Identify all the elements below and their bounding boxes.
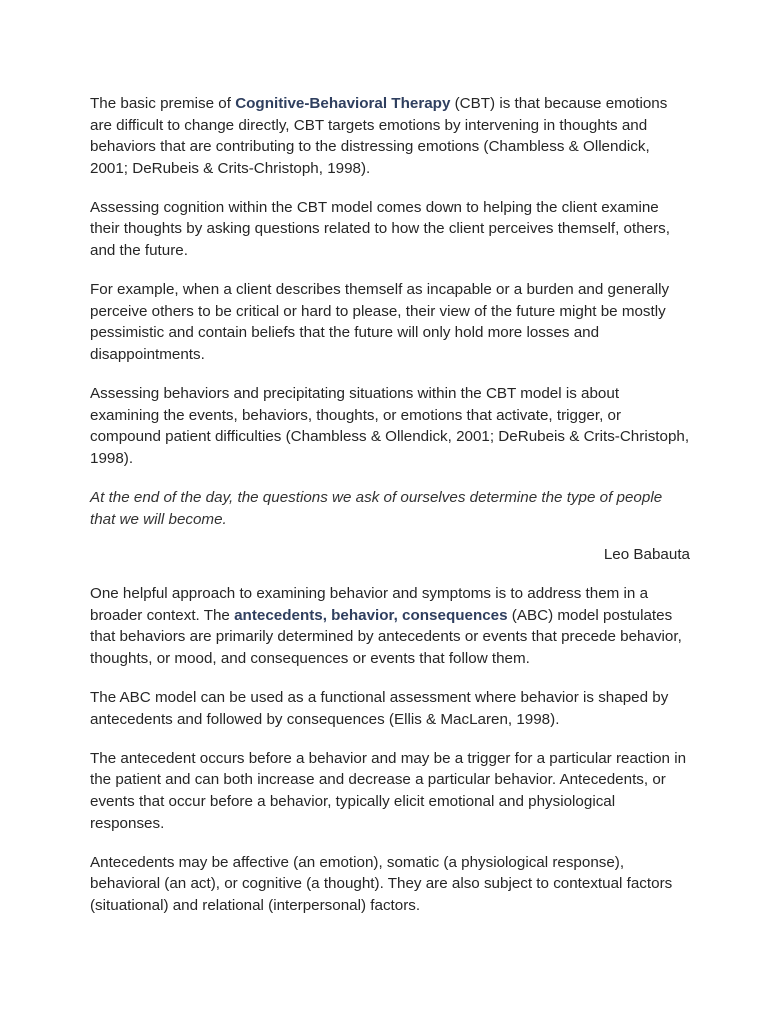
- paragraph-text: One helpful approach to examining behavior and symptoms is to address them in a broader context. The: [90, 585, 649, 624]
- paragraph-antecedent: The antecedent occurs before a behavior and may be a trigger for a particular reaction in the patient and can both increase and decrease a particular behavior. Antecedents, or events that occur before a behavior, typically elicit emotional and physiological responses.: [90, 749, 687, 832]
- paragraph-cbt-premise: [90, 93, 690, 179]
- term-cognitive-behavioral-therapy: Cognitive-Behavioral Therapy: [235, 95, 451, 112]
- paragraph-abc-model: [90, 583, 690, 669]
- quote-text: At the end of the day, the questions we ask of ourselves determine the type of people that we will become.: [90, 488, 663, 528]
- quote-attribution: Leo Babauta: [603, 546, 690, 564]
- paragraph-text: (CBT) is that because emotions are difficult to change directly, CBT targets emotions by intervening in thoughts and behaviors that are contributing to the distressing emotions (Chambless & Ollendick, 2001; DeRubeis & Crits-Christoph, 1998).: [90, 95, 668, 177]
- paragraph-example: For example, when a client describes themself as incapable or a burden and generally perceive others to be critical or hard to please, their view of the future might be mostly pessimistic and contain beliefs that the future will only hold more losses and disappointments.: [90, 281, 670, 363]
- term-abc: antecedents, behavior, consequences: [234, 606, 508, 624]
- paragraph-text: The basic premise of: [90, 95, 236, 112]
- paragraph-assessing-behaviors: Assessing behaviors and precipitating situations within the CBT model is about examining the events, behaviors, thoughts, or emotions that activate, trigger, or compound patient difficulties (Chambless & Ollendick, 2001; DeRubeis & Crits-Christoph, 1998).: [90, 385, 690, 467]
- paragraph-assessing-cognition: Assessing cognition within the CBT model comes down to helping the client examine their thoughts by asking questions related to how the client perceives themself, others, and the future.: [90, 198, 670, 260]
- paragraph-antecedent-types: Antecedents may be affective (an emotion), somatic (a physiological response), behavioral (an act), or cognitive (a thought). They are also subject to contextual factors (situational) and relational (interpersonal) factors.: [90, 853, 673, 914]
- paragraph-functional-assessment: The ABC model can be used as a functional assessment where behavior is shaped by antecedents and followed by consequences (Ellis & MacLaren, 1998).: [90, 689, 669, 728]
- paragraph-text: (ABC) model postulates that behaviors are primarily determined by antecedents or events that precede behavior, thoughts, or mood, and consequences or events that follow them.: [90, 606, 682, 667]
- document-page: [90, 93, 690, 934]
